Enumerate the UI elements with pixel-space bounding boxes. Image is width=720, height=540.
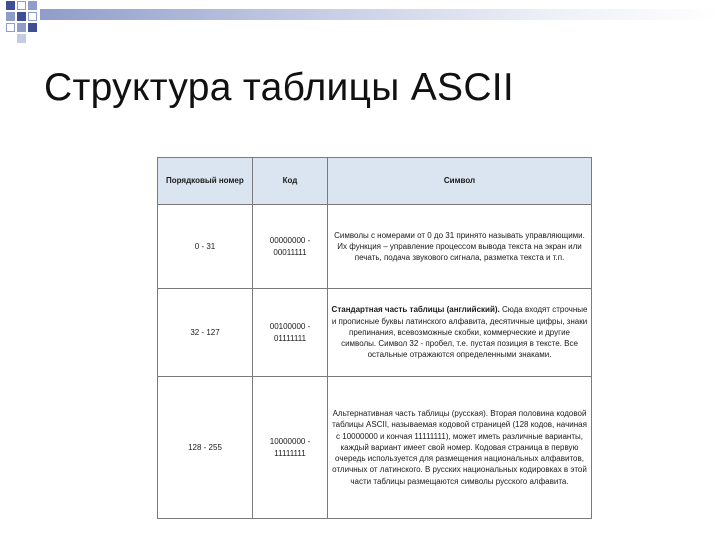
description-text: Символы с номерами от 0 до 31 принято называть управляющими. Их функция – управление процессом вывода текста на экран или печать, подача звукового сигнала, разметка текста и т.п. <box>334 230 585 263</box>
ascii-table <box>157 157 592 519</box>
order-cell: 0 - 31 <box>158 205 253 289</box>
table-row <box>158 205 592 289</box>
header-symbol: Символ <box>328 158 592 205</box>
deco-square <box>6 1 15 10</box>
deco-square <box>28 12 37 21</box>
deco-square <box>17 1 26 10</box>
description-bold-text: Стандартная часть таблицы (английский). <box>331 305 500 315</box>
symbol-description-cell <box>328 289 592 377</box>
header-code: Код <box>253 158 328 205</box>
title-decoration <box>0 0 720 60</box>
code-cell: 00100000 - 01111111 <box>253 289 328 377</box>
description-text: Альтернативная часть таблицы (русская). Вторая половина кодовой таблицы ASCII, называемая кодовой страницей (128 кодов, начиная с 10000000 и кончая 11111111), может иметь различные варианты, каждый вариант имеет свой номер. Кодовая страница в первую очередь используется для размещения национальных алфавитов, отличных от латинского. В русских национальных кодировках в этой части таблицы размещаются символы русского алфавита. <box>332 408 587 486</box>
symbol-description-cell <box>328 377 592 519</box>
deco-square <box>17 12 26 21</box>
table-row <box>158 289 592 377</box>
deco-square <box>17 34 26 43</box>
code-cell: 00000000 - 00011111 <box>253 205 328 289</box>
slide-title: Структура таблицы ASCII <box>44 66 515 109</box>
accent-gradient-bar <box>40 9 720 20</box>
order-cell: 128 - 255 <box>158 377 253 519</box>
order-cell: 32 - 127 <box>158 289 253 377</box>
deco-square <box>17 23 26 32</box>
deco-square <box>28 1 37 10</box>
table-header-row <box>158 158 592 205</box>
table-row <box>158 377 592 519</box>
symbol-description-cell <box>328 205 592 289</box>
code-cell: 10000000 - 11111111 <box>253 377 328 519</box>
header-order: Порядковый номер <box>158 158 253 205</box>
deco-square <box>28 23 37 32</box>
deco-square <box>6 12 15 21</box>
deco-square <box>6 23 15 32</box>
description-text: Сюда входят строчные и прописные буквы латинского алфавита, десятичные цифры, знаки препинания, всевозможные скобки, коммерческие и другие символы. Символ 32 - пробел, т.е. пустая позиция в тексте. Все остальные отражаются определенными знаками. <box>331 305 588 360</box>
